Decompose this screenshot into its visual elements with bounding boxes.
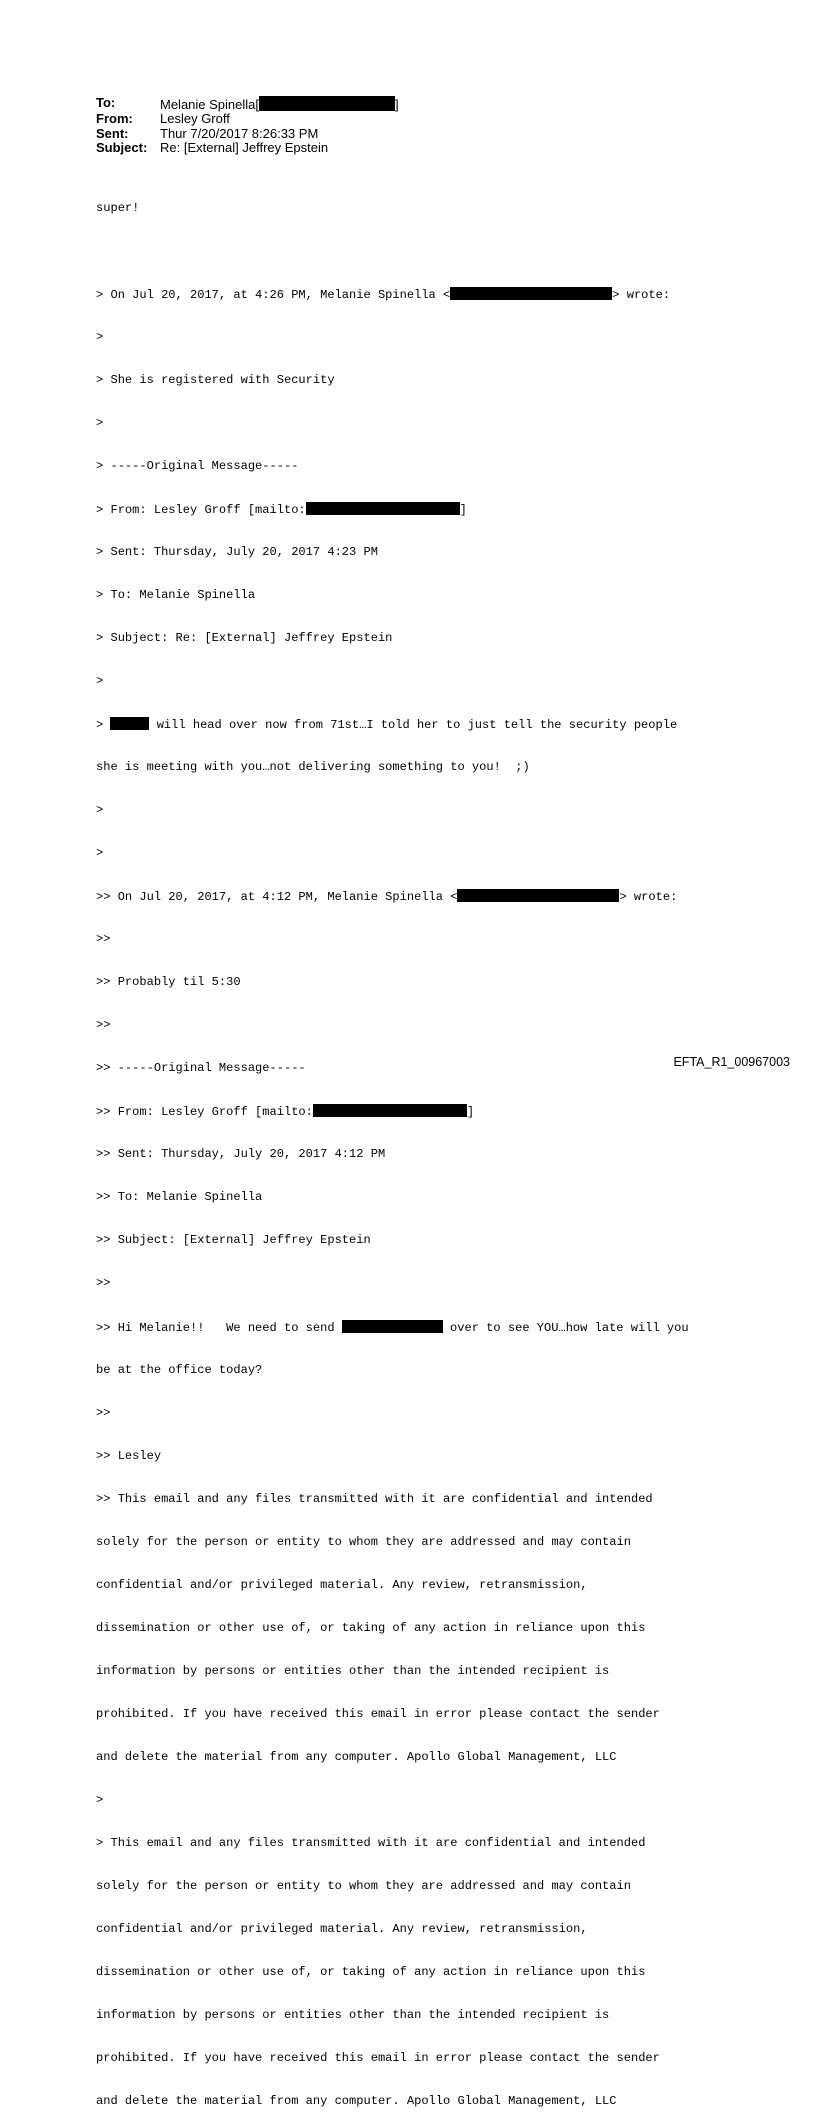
from-line — [96, 502, 689, 516]
sent-row — [96, 127, 399, 141]
from-value: Lesley Groff — [160, 111, 230, 127]
disclaimer-line: and delete the material from any computer. Apollo Global Management, LLC — [96, 2094, 617, 2109]
disclaimer-line: confidential and/or privileged material. Any review, retransmission, — [96, 1921, 588, 1936]
from-text: ] — [466, 1105, 475, 1120]
disclaimer-line: prohibited. If you have received this email in error please contact the sender — [96, 2051, 660, 2066]
disclaimer-line: > This email and any files transmitted with it are confidential and intended — [96, 1835, 646, 1850]
from-line — [96, 1104, 689, 1118]
sent-value: Thur 7/20/2017 8:26:33 PM — [160, 125, 319, 141]
body-line: > — [96, 329, 104, 344]
redaction-block — [450, 287, 612, 300]
redaction-block — [313, 1104, 467, 1117]
body-line: >> — [96, 1276, 111, 1291]
body-line: >> — [96, 1405, 111, 1420]
from-text: >> From: Lesley Groff [mailto: — [96, 1105, 313, 1120]
sent-label: Sent: — [96, 125, 129, 141]
to-label: To: — [96, 95, 116, 110]
body-line: super! — [96, 200, 140, 215]
quote-header-line — [96, 889, 689, 903]
redaction-block — [457, 889, 619, 902]
redaction-block — [342, 1320, 443, 1333]
quote-header-text: > wrote: — [619, 890, 678, 905]
body-line: > To: Melanie Spinella — [96, 587, 256, 602]
body-line: > — [96, 674, 104, 689]
from-row — [96, 112, 399, 126]
body-line: >> — [96, 1018, 111, 1033]
disclaimer-line: information by persons or entities other than the intended recipient is — [96, 1663, 610, 1678]
document-id: EFTA_R1_00967003 — [673, 1055, 790, 1069]
body-line: >> -----Original Message----- — [96, 1061, 306, 1076]
body-line: > — [96, 1792, 104, 1807]
to-name: Melanie Spinella[ — [160, 97, 260, 112]
body-line: > — [96, 803, 104, 818]
message-line — [96, 717, 689, 731]
message-text: will head over now from 71st…I told her to just tell the security people — [149, 718, 678, 733]
subject-label: Subject: — [96, 139, 148, 155]
disclaimer-line: dissemination or other use of, or taking of any action in reliance upon this — [96, 1620, 646, 1635]
disclaimer-line: dissemination or other use of, or taking of any action in reliance upon this — [96, 1964, 646, 1979]
body-line: > Sent: Thursday, July 20, 2017 4:23 PM — [96, 544, 378, 559]
body-line: > She is registered with Security — [96, 372, 335, 387]
disclaimer-line: and delete the material from any computer. Apollo Global Management, LLC — [96, 1749, 617, 1764]
body-line: > — [96, 846, 104, 861]
disclaimer-line: solely for the person or entity to whom they are addressed and may contain — [96, 1534, 631, 1549]
email-header — [96, 96, 399, 155]
from-label: From: — [96, 111, 133, 127]
body-line: > — [96, 415, 104, 430]
body-line: >> Subject: [External] Jeffrey Epstein — [96, 1233, 371, 1248]
quote-header-line — [96, 287, 689, 301]
body-line: > Subject: Re: [External] Jeffrey Epstein — [96, 631, 393, 645]
to-bracket: ] — [395, 97, 399, 112]
body-line — [96, 244, 689, 258]
body-line: she is meeting with you…not delivering something to you! ;) — [96, 760, 530, 775]
to-row — [96, 96, 399, 112]
disclaimer-line: prohibited. If you have received this email in error please contact the sender — [96, 1706, 660, 1721]
email-body — [96, 172, 689, 2123]
disclaimer-line: confidential and/or privileged material. Any review, retransmission, — [96, 1577, 588, 1592]
body-line: >> Lesley — [96, 1448, 162, 1463]
redaction-block — [306, 502, 460, 515]
from-text: ] — [459, 502, 467, 517]
subject-row — [96, 141, 399, 155]
disclaimer-line: information by persons or entities other than the intended recipient is — [96, 2008, 610, 2022]
redaction-block — [110, 717, 149, 730]
disclaimer-line: >> This email and any files transmitted with it are confidential and intended — [96, 1491, 653, 1506]
body-line: >> Probably til 5:30 — [96, 975, 241, 990]
message-text: >> Hi Melanie!! We need to send — [96, 1320, 342, 1335]
redaction-block — [259, 96, 395, 111]
quote-header-text: > wrote: — [612, 287, 671, 302]
subject-value: Re: [External] Jeffrey Epstein — [160, 139, 329, 155]
body-line: > -----Original Message----- — [96, 458, 299, 473]
disclaimer-line: solely for the person or entity to whom they are addressed and may contain — [96, 1878, 631, 1893]
from-text: > From: Lesley Groff [mailto: — [96, 502, 306, 517]
body-line: >> Sent: Thursday, July 20, 2017 4:12 PM — [96, 1147, 386, 1162]
body-line: be at the office today? — [96, 1362, 263, 1377]
quote-header-text: > On Jul 20, 2017, at 4:26 PM, Melanie Spinella < — [96, 287, 451, 302]
message-text: over to see YOU…how late will you — [442, 1320, 689, 1335]
body-line: >> — [96, 932, 111, 947]
message-line — [96, 1320, 689, 1334]
message-text: > — [96, 718, 111, 733]
quote-header-text: >> On Jul 20, 2017, at 4:12 PM, Melanie Spinella < — [96, 890, 458, 905]
to-value — [160, 96, 399, 112]
body-line: >> To: Melanie Spinella — [96, 1190, 263, 1205]
